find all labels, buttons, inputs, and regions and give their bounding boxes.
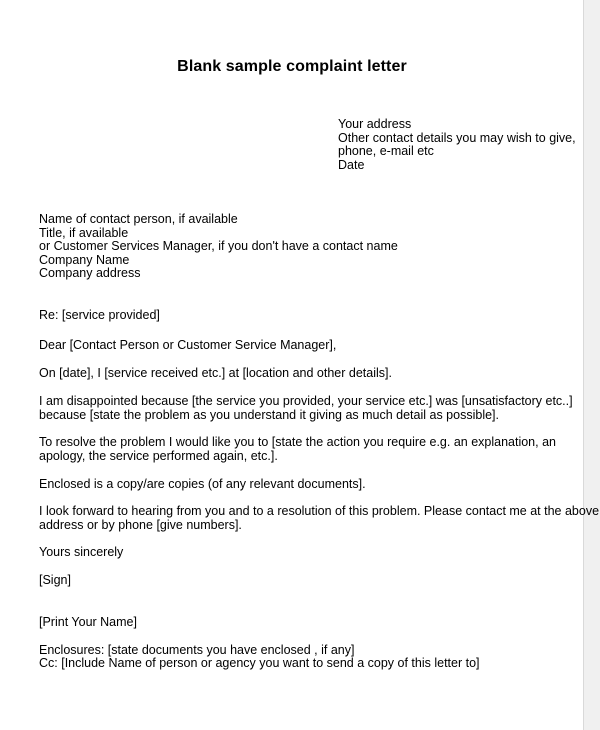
re-line: Re: [service provided] (39, 308, 160, 322)
recipient-block (39, 213, 398, 281)
recipient-manager: or Customer Services Manager, if you don't have a contact name (39, 239, 398, 253)
paragraph-date: On [date], I [service received etc.] at [location and other details]. (39, 366, 392, 380)
recipient-company-address: Company address (39, 266, 141, 280)
paragraph-forward (39, 505, 599, 532)
paragraph-disappointed (39, 395, 573, 422)
enclosures-line: Enclosures: [state documents you have enclosed , if any] (39, 643, 355, 657)
signature-placeholder: [Sign] (39, 573, 71, 587)
sender-date: Date (338, 157, 365, 172)
paragraph-line: apology, the service performed again, etc.]. (39, 448, 278, 463)
paragraph-line: I look forward to hearing from you and to a resolution of this problem. Please contact me at the above (39, 504, 600, 518)
cc-line: Cc: [Include Name of person or agency you want to send a copy of this letter to] (39, 656, 480, 670)
sender-phone-email: phone, e-mail etc (338, 144, 434, 158)
closing: Yours sincerely (39, 545, 124, 559)
paragraph-resolve (39, 436, 556, 463)
print-name-placeholder: [Print Your Name] (39, 615, 137, 629)
salutation: Dear [Contact Person or Customer Service Manager], (39, 338, 337, 352)
sender-block (338, 118, 578, 172)
paragraph-line: To resolve the problem I would like you to [state the action you require e.g. an explanation, an (39, 435, 556, 449)
sender-address: Your address (338, 117, 412, 131)
recipient-contact-name: Name of contact person, if available (39, 212, 238, 226)
recipient-company-name: Company Name (39, 252, 130, 267)
paragraph-line: because [state the problem as you understand it giving as much detail as possible]. (39, 407, 499, 422)
recipient-title: Title, if available (39, 225, 129, 240)
document-title: Blank sample complaint letter (177, 58, 407, 75)
paragraph-enclosed: Enclosed is a copy/are copies (of any relevant documents]. (39, 477, 366, 491)
paragraph-line: I am disappointed because [the service you provided, your service etc.] was [unsatisfactory etc..] (39, 394, 573, 408)
paragraph-line: address or by phone [give numbers]. (39, 517, 242, 532)
sender-contact-details: Other contact details you may wish to give, (338, 130, 576, 145)
